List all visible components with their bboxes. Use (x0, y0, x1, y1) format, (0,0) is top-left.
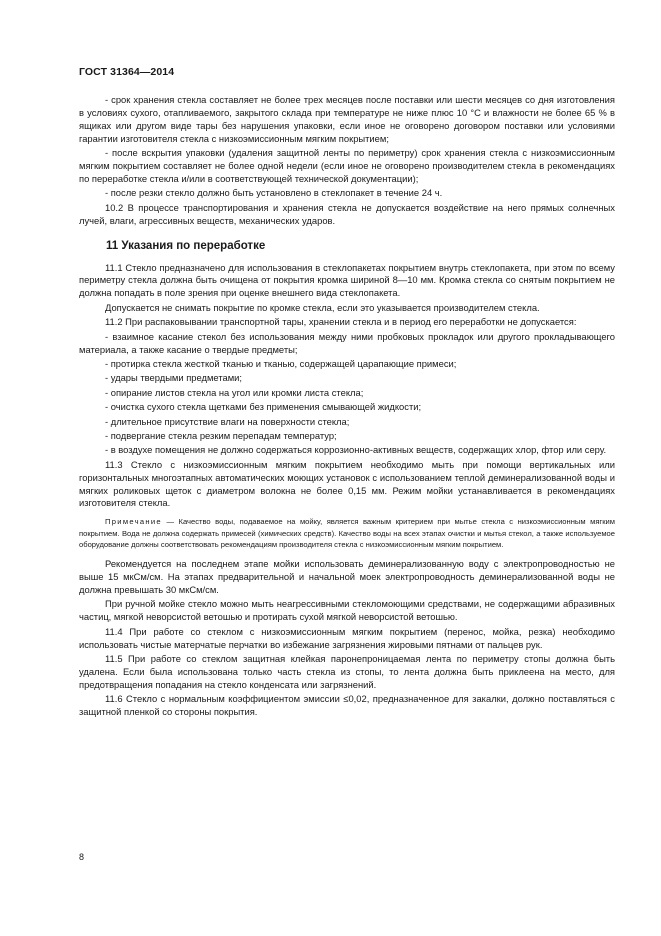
section-heading: 11 Указания по переработке (106, 239, 266, 252)
page-number: 8 (79, 852, 85, 862)
note (79, 516, 615, 550)
list-item: - протирка стекла жесткой тканью и тканью, содержащей царапающие примеси; (105, 357, 457, 369)
paragraph: 11.3 Стекло с низкоэмиссионным мягким покрытием необходимо мыть при помощи вертикальных или горизонтальных многоэтапных автоматических моющих установок с использованием теплой деминерализованной воды и мягких роликовых щеток с диаметром волокна не более 0,15 мм. Режим мойки устанавливается в рекомендациях изготовителя стекла. (79, 458, 615, 509)
paragraph: - после вскрытия упаковки (удаления защитной ленты по периметру) срок хранения стекла с низкоэмиссионным мягким покрытием составляет не более одной недели (если иное не оговорено производителем стекла в рекомендациях по переработке стекла и/или в соответствующей технической документации); (79, 147, 615, 184)
list-item: - длительное присутствие влаги на поверхности стекла; (105, 415, 350, 427)
list-item: - в воздухе помещения не должно содержаться коррозионно-активных веществ, содержащих хлор, фтор или серу. (105, 444, 607, 456)
list-item: - подвергание стекла резким перепадам температур; (105, 429, 337, 441)
note-label: Примечание (105, 517, 162, 527)
paragraph: 11.2 При распаковывании транспортной тары, хранении стекла и в период его переработки не допускается: (105, 316, 577, 328)
paragraph: - после резки стекло должно быть установлено в стеклопакет в течение 24 ч. (105, 187, 443, 199)
paragraph: - срок хранения стекла составляет не более трех месяцев после поставки или шести месяцев со дня изготовления в условиях сухого, отапливаемого, закрытого склада при температуре не ниже плюс 10 °С и влажности не более 65 % в ящиках или другом виде тары без нарушения упаковки, если иное не оговорено договором поставки или условиями гарантии изготовителя стекла с низкоэмиссионным мягким покрытием; (79, 94, 615, 144)
list-item: - удары твердыми предметами; (105, 372, 243, 384)
paragraph: 11.1 Стекло предназначено для использования в стеклопакетах покрытием внутрь стеклопакета, при этом по всему периметру стекла должна быть очищена от покрытия кромка шириной 8—10 мм. Кромка стекла со снятым покрытием не должна попадать в поле зрения при оценке внешнего вида стеклопакета. (79, 261, 615, 299)
paragraph: Рекомендуется на последнем этапе мойки использовать деминерализованную воду с электропроводностью не выше 15 мкСм/см. На этапах предварительной и начальной моек электропроводность деминерализованной воды не должна превышать 30 мкСм/см. (79, 558, 615, 596)
document-header: ГОСТ 31364—2014 (79, 66, 175, 78)
paragraph: 11.4 При работе со стеклом с низкоэмиссионным мягким покрытием (перенос, мойка, резка) необходимо использовать чистые матерчатые перчатки во избежание загрязнения жировыми пятнами от пальцев рук. (79, 625, 615, 650)
paragraph: 10.2 В процессе транспортирования и хранения стекла не допускается воздействие на него прямых солнечных лучей, влаги, агрессивных веществ, механических ударов. (79, 201, 615, 226)
paragraph: При ручной мойке стекло можно мыть неагрессивными стекломоющими средствами, не содержащими абразивных частиц, мягкой неворсистой ветошью и протирать сухой мягкой неворсистой ветошью. (79, 598, 615, 623)
list-item: - опирание листов стекла на угол или кромки листа стекла; (105, 386, 364, 398)
paragraph: 11.5 При работе со стеклом защитная клейкая паронепроницаемая лента по периметру стопы должна быть удалена. Если была использована только часть стекла из стопы, то лента должна быть приклеена на место, для предотвращения попадания на стекло конденсата или загрязнений. (79, 653, 615, 690)
paragraph: Допускается не снимать покрытие по кромке стекла, если это указывается производителем стекла. (105, 301, 540, 313)
paragraph: 11.6 Стекло с нормальным коэффициентом эмиссии ≤0,02, предназначенное для закалки, должно поставляться с защитной пленкой со стороны покрытия. (79, 693, 615, 718)
note-text: — Качество воды, подаваемое на мойку, является важным критерием при мытье стекла с низкоэмиссионным мягким покрытием. Вода не должна содержать примесей (химических средств). Качество воды на всех этапах очистки и мытья стекол, а также используемое оборудование должны соответствовать рекомендациям производителя стекла с низкоэмиссионным мягким покрытием. (79, 517, 615, 549)
list-item: - очистка сухого стекла щетками без применения смывающей жидкости; (105, 401, 422, 413)
document-body (79, 94, 615, 721)
list-item: - взаимное касание стекол без использования между ними пробковых прокладок или другого прокладывающего материала, а также касание о твердые предметы; (79, 330, 615, 355)
